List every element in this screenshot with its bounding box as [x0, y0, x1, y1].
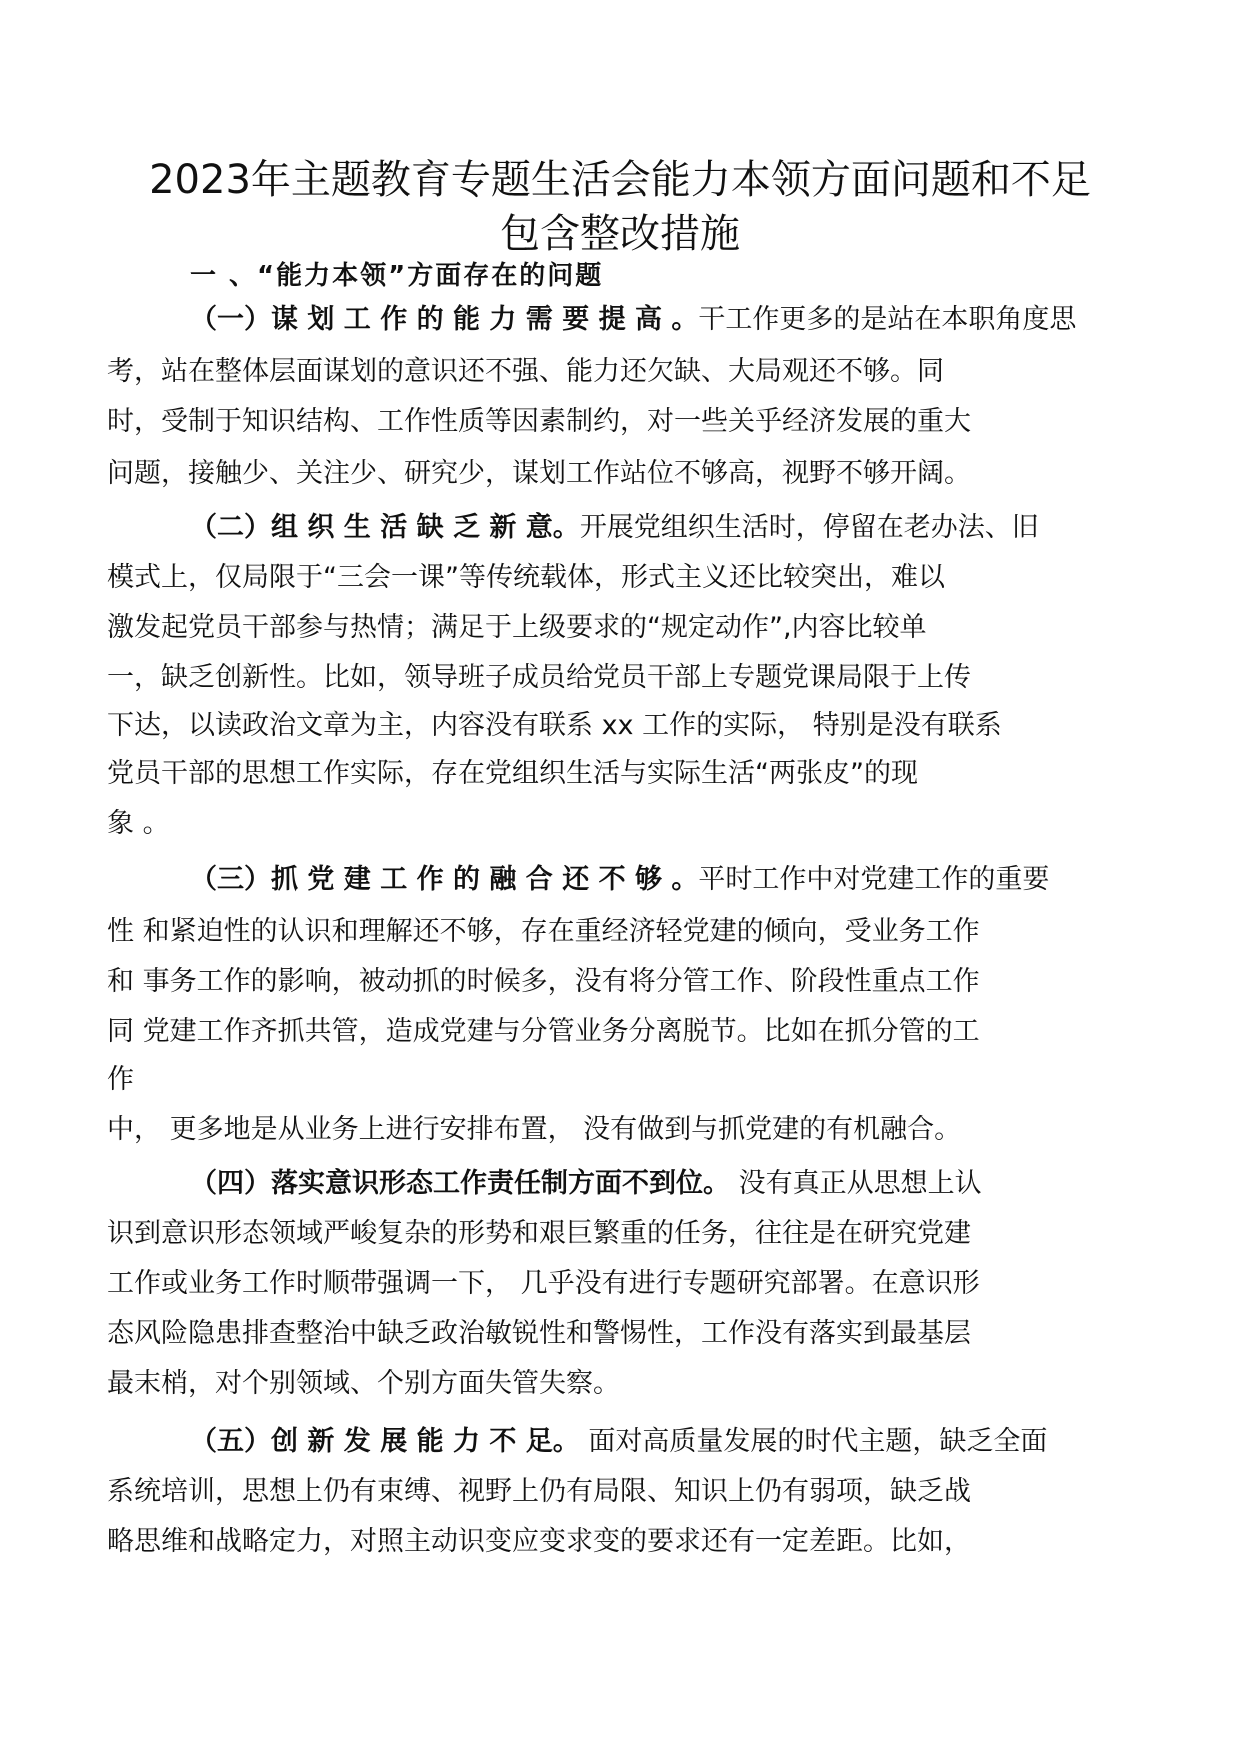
paragraph-line: 态风险隐患排查整治中缺乏政治敏锐性和警惕性，工作没有落实到最基层 [107, 1318, 971, 1349]
paragraph-line: 系统培训，思想上仍有束缚、视野上仍有局限、知识上仍有弱项，缺乏战 [107, 1476, 971, 1507]
paragraph-line: 性 和紧迫性的认识和理解还不够，存在重经济轻党建的倾向，受业务工作 [107, 916, 980, 947]
paragraph-line [190, 862, 1049, 898]
paragraph-line [190, 510, 1039, 546]
paragraph-line: 下达，以读政治文章为主，内容没有联系 xx 工作的实际， 特别是没有联系 [107, 710, 1002, 741]
paragraph-line: 激发起党员干部参与热情；满足于上级要求的“规定动作”,内容比较单 [107, 612, 927, 643]
section-heading: 一 、“能力本领”方面存在的问题 [190, 261, 604, 291]
paragraph-line: 工作或业务工作时顺带强调一下， 几乎没有进行专题研究部署。在意识形 [107, 1268, 980, 1299]
paragraph-line: 问题，接触少、关注少、研究少，谋划工作站位不够高，视野不够开阔。 [107, 458, 971, 489]
paragraph-line: 最末梢，对个别领域、个别方面失管失察。 [107, 1368, 620, 1399]
paragraph-line [190, 1424, 1047, 1460]
paragraph-text: 开展党组织生活时，停留在老办法、旧 [579, 512, 1039, 543]
paragraph-line: 象 。 [107, 808, 170, 839]
paragraph-line: 和 事务工作的影响，被动抓的时候多，没有将分管工作、阶段性重点工作 [107, 966, 980, 997]
paragraph-line: 同 党建工作齐抓共管，造成党建与分管业务分离脱节。比如在抓分管的工 [107, 1016, 980, 1047]
paragraph-text: 平时工作中对党建工作的重要 [698, 864, 1050, 895]
paragraph-line: 略思维和战略定力，对照主动识变应变求变的要求还有一定差距。比如， [107, 1526, 971, 1557]
paragraph-line: 一，缺乏创新性。比如，领导班子成员给党员干部上专题党课局限于上传 [107, 662, 971, 693]
paragraph-heading: （四）落实意识形态工作责任制方面不到位。 [190, 1168, 730, 1199]
paragraph-line: 模式上，仅局限于“三会一课”等传统载体，形式主义还比较突出，难以 [107, 562, 945, 593]
paragraph-line: 识到意识形态领域严峻复杂的形势和艰巨繁重的任务，往往是在研究党建 [107, 1218, 971, 1249]
paragraph-heading: （二）组 织 生 活 缺 乏 新 意。 [190, 512, 580, 543]
paragraph-line: 作 [107, 1064, 134, 1095]
document-title-line-1: 2023年主题教育专题生活会能力本领方面问题和不足 [149, 157, 1091, 203]
paragraph-line: 考，站在整体层面谋划的意识还不强、能力还欠缺、大局观还不够。同 [107, 356, 944, 387]
document-title-line-2: 包含整改措施 [500, 211, 740, 257]
paragraph-line [190, 1166, 982, 1202]
paragraph-text: 面对高质量发展的时代主题，缺乏全面 [579, 1426, 1048, 1457]
paragraph-line: 时，受制于知识结构、工作性质等因素制约，对一些关乎经济发展的重大 [107, 406, 971, 437]
paragraph-text: 干工作更多的是站在本职角度思 [698, 304, 1077, 335]
paragraph-heading: （五）创 新 发 展 能 力 不 足。 [190, 1426, 580, 1457]
paragraph-heading: （一）谋 划 工 作 的 能 力 需 要 提 高 。 [190, 304, 699, 335]
paragraph-heading: （三）抓 党 建 工 作 的 融 合 还 不 够 。 [190, 864, 699, 895]
paragraph-line: 中， 更多地是从业务上进行安排布置， 没有做到与抓党建的有机融合。 [107, 1114, 962, 1145]
paragraph-line [190, 302, 1076, 338]
paragraph-line: 党员干部的思想工作实际，存在党组织生活与实际生活“两张皮”的现 [107, 758, 918, 789]
paragraph-text: 没有真正从思想上认 [730, 1168, 982, 1199]
